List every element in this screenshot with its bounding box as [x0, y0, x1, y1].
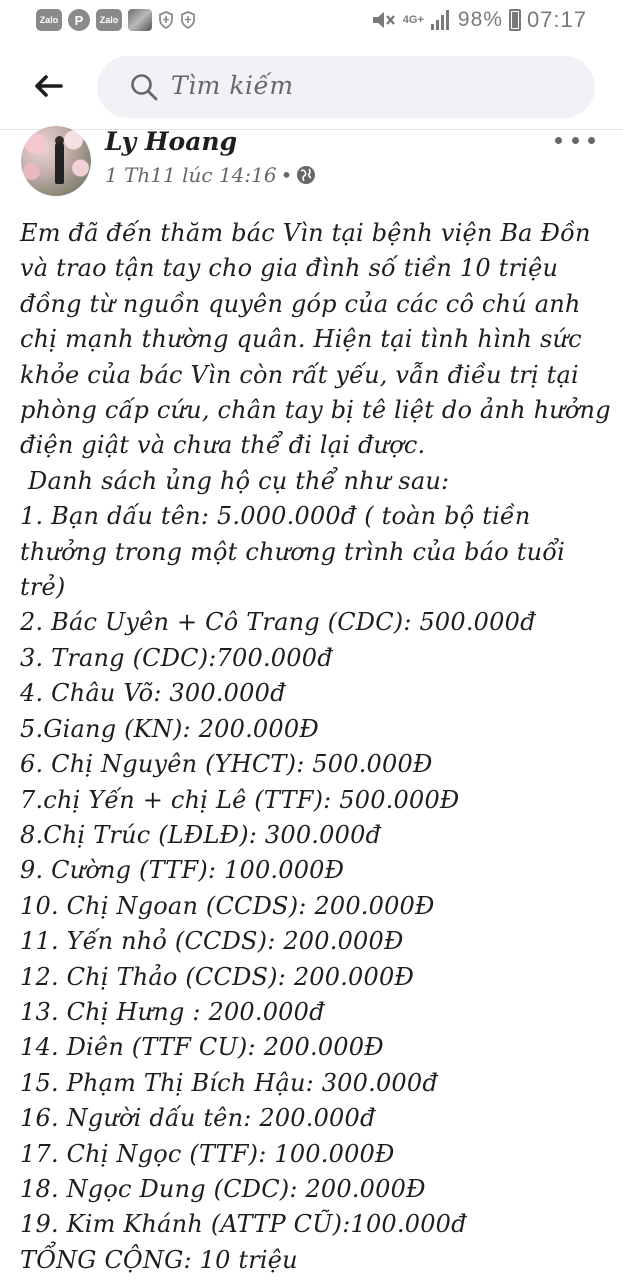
clock: 07:17 — [526, 7, 587, 32]
dot-icon — [555, 137, 562, 144]
list-heading: Danh sách ủng hộ cụ thể như sau: — [28, 466, 450, 495]
meta-separator: • — [280, 163, 293, 187]
post-timestamp[interactable]: 1 Th11 lúc 14:16 — [105, 163, 277, 187]
post-author[interactable]: Ly Hoang — [105, 127, 238, 156]
list-item: 1. Bạn dấu tên: 5.000.000đ ( toàn bộ tiền thưởng trong một chương trình của báo tuổi trẻ) — [20, 502, 565, 602]
list-item: 11. Yến nhỏ (CCDS): 200.000Đ — [20, 927, 404, 956]
list-item: 17. Chị Ngọc (TTF): 100.000Đ — [20, 1139, 395, 1168]
shield-icon — [180, 11, 196, 29]
list-item: 15. Phạm Thị Bích Hậu: 300.000đ — [20, 1068, 438, 1097]
zalo-icon: Zalo — [96, 9, 122, 31]
list-item: 9. Cường (TTF): 100.000Đ — [20, 856, 345, 885]
list-item: 8.Chị Trúc (LĐLĐ): 300.000đ — [20, 820, 382, 849]
dot-icon — [572, 137, 579, 144]
zalo-icon: Zalo — [36, 9, 62, 31]
post-meta — [105, 163, 316, 187]
list-item: 10. Chị Ngoan (CCDS): 200.000Đ — [20, 891, 435, 920]
search-input[interactable] — [97, 56, 595, 118]
globe-icon — [296, 165, 316, 185]
list-item: 6. Chị Nguyên (YHCT): 500.000Đ — [20, 750, 433, 779]
list-item: 5.Giang (KN): 200.000Đ — [20, 714, 319, 743]
post-intro: Em đã đến thăm bác Vìn tại bệnh viện Ba Đồn và trao tận tay cho gia đình số tiền 10 triệu đồng từ nguồn quyên góp của các cô chú anh chị mạnh thường quân. Hiện tại tình hình sức khỏe của bác Vìn còn rất yếu, vẫn điều trị tại phòng cấp cứu, chân tay bị tê liệt do ảnh hưởng điện giật và chưa thể đi lại được. — [20, 219, 611, 460]
post-header — [0, 127, 623, 200]
back-button[interactable] — [28, 66, 68, 106]
arrow-left-icon — [33, 74, 63, 98]
list-item: 19. Kim Khánh (ATTP CŨ):100.000đ — [20, 1210, 467, 1239]
dot-icon — [588, 137, 595, 144]
list-item: 2. Bác Uyên + Cô Trang (CDC): 500.000đ — [20, 608, 536, 637]
more-options-button[interactable] — [555, 130, 595, 150]
status-bar — [0, 0, 623, 44]
battery-icon — [509, 9, 521, 31]
photo-notification-icon — [128, 9, 152, 31]
search-placeholder: Tìm kiếm — [171, 71, 294, 100]
list-item: 14. Diên (TTF CU): 200.000Đ — [20, 1033, 384, 1062]
list-item: 3. Trang (CDC):700.000đ — [20, 643, 333, 672]
system-indicators — [371, 7, 587, 33]
list-item: 4. Châu Võ: 300.000đ — [20, 679, 286, 708]
list-item: 12. Chị Thảo (CCDS): 200.000Đ — [20, 962, 415, 991]
list-item: 7.chị Yến + chị Lê (TTF): 500.000Đ — [20, 785, 460, 814]
shield-icon — [158, 11, 174, 29]
total-line: TỔNG CỘNG: 10 triệu — [20, 1245, 298, 1274]
signal-icon — [430, 9, 452, 31]
pinterest-icon: P — [68, 9, 90, 31]
list-item: 13. Chị Hưng : 200.000đ — [20, 997, 325, 1026]
search-header — [0, 44, 623, 130]
mute-icon — [371, 9, 397, 31]
notification-icons — [36, 9, 196, 31]
list-item: 16. Người dấu tên: 200.000đ — [20, 1104, 376, 1133]
post-text — [20, 216, 616, 1278]
network-type: 4G+ — [402, 14, 424, 26]
battery-percent: 98% — [457, 8, 503, 31]
avatar[interactable] — [21, 126, 91, 196]
magnifier-icon — [130, 73, 158, 101]
list-item: 18. Ngọc Dung (CDC): 200.000Đ — [20, 1174, 426, 1203]
